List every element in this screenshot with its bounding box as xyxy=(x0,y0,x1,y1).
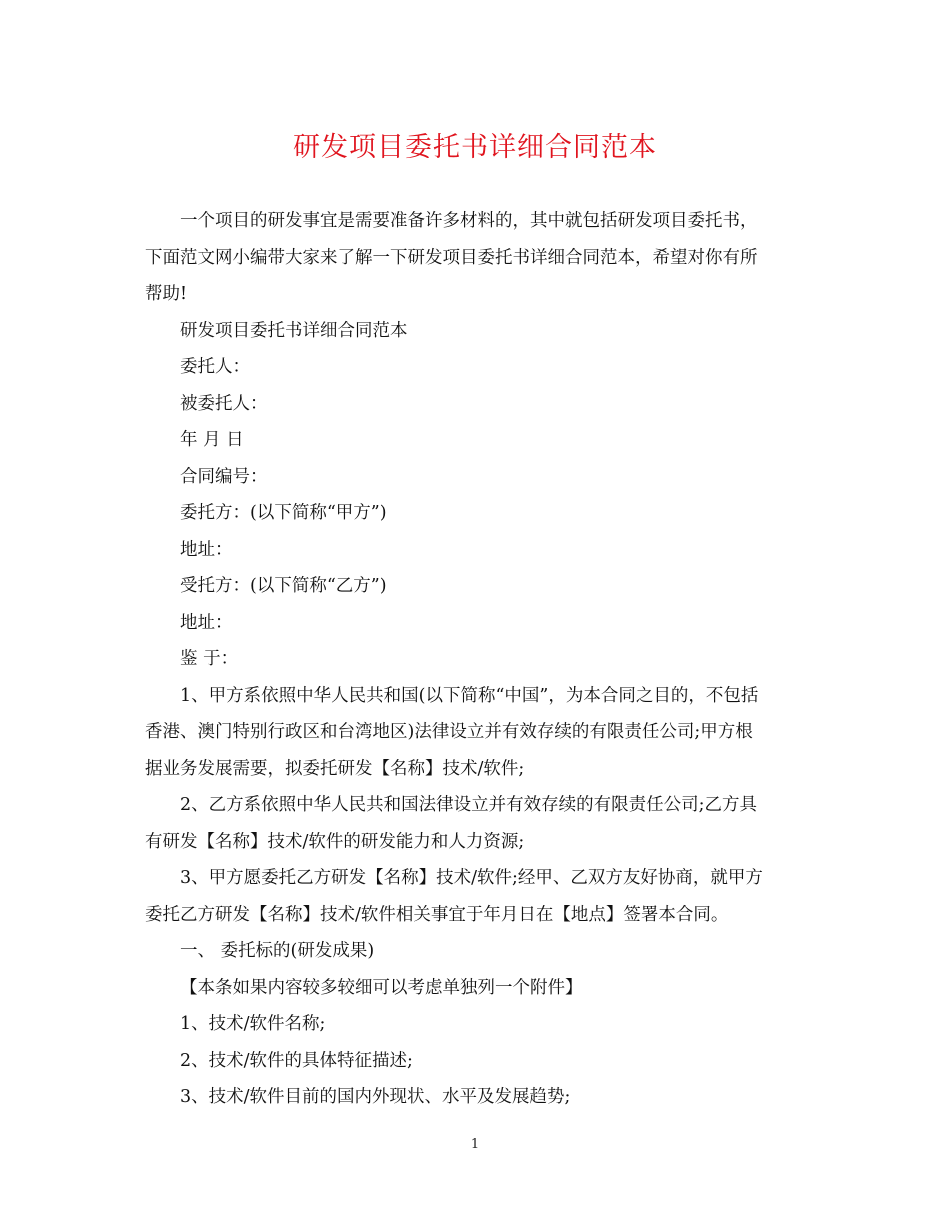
body-line: 委托乙方研发【名称】技术/软件相关事宜于年月日在【地点】签署本合同。 xyxy=(145,904,729,925)
body-line: 2、乙方系依照中华人民共和国法律设立并有效存续的有限责任公司;乙方具 xyxy=(180,795,758,815)
body-line: 合同编号： xyxy=(180,466,268,487)
body-line: 委托方：(以下简称“甲方”) xyxy=(180,503,387,523)
body-line: 地址： xyxy=(180,539,233,560)
body-line: 1、甲方系依照中华人民共和国(以下简称“中国”，为本合同之目的，不包括 xyxy=(180,685,759,706)
body-line: 地址： xyxy=(180,612,233,633)
body-line: 研发项目委托书详细合同范本 xyxy=(180,320,408,341)
body-line: 2、技术/软件的具体特征描述; xyxy=(180,1050,413,1071)
document-body xyxy=(145,203,817,1116)
page-number: 1 xyxy=(470,1137,480,1152)
body-line: 【本条如果内容较多较细可以考虑单独列一个附件】 xyxy=(180,977,583,998)
body-line: 3、技术/软件目前的国内外现状、水平及发展趋势; xyxy=(180,1087,571,1107)
body-line: 帮助! xyxy=(145,284,188,304)
body-line: 下面范文网小编带大家来了解一下研发项目委托书详细合同范本，希望对你有所 xyxy=(145,247,758,268)
body-line: 受托方：(以下简称“乙方”) xyxy=(180,576,387,596)
body-line: 一个项目的研发事宜是需要准备许多材料的，其中就包括研发项目委托书， xyxy=(180,211,758,231)
body-line: 年 月 日 xyxy=(180,430,244,450)
body-line: 鉴 于： xyxy=(180,649,239,669)
body-line: 被委托人： xyxy=(180,393,268,414)
body-line: 3、甲方愿委托乙方研发【名称】技术/软件;经甲、乙双方友好协商，就甲方 xyxy=(180,868,763,888)
body-line: 有研发【名称】技术/软件的研发能力和人力资源; xyxy=(145,831,525,852)
body-line: 1、技术/软件名称; xyxy=(180,1014,326,1034)
body-line: 委托人： xyxy=(180,357,250,377)
body-line: 据业务发展需要，拟委托研发【名称】技术/软件; xyxy=(145,758,525,779)
document-title: 研发项目委托书详细合同范本 xyxy=(293,132,657,163)
body-line: 一、 委托标的(研发成果) xyxy=(180,941,375,961)
body-line: 香港、澳门特别行政区和台湾地区)法律设立并有效存续的有限责任公司;甲方根 xyxy=(145,722,753,742)
